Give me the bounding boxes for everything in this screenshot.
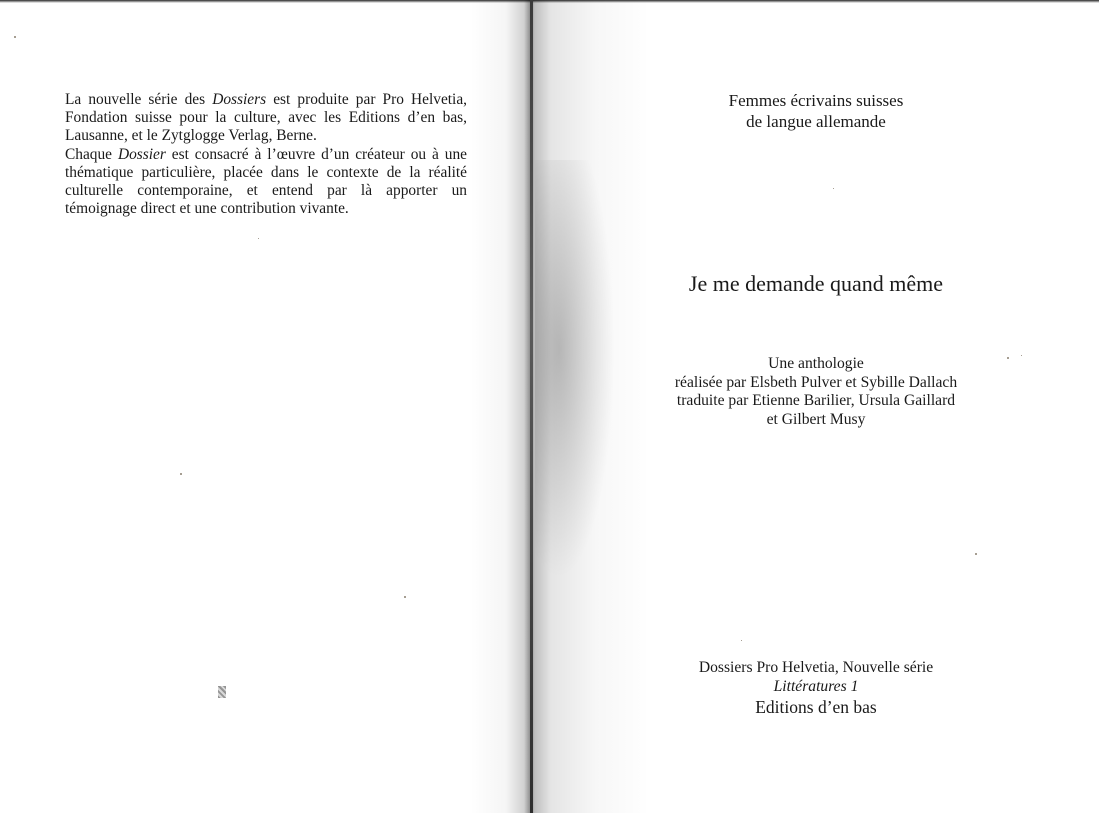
publisher: Editions d’en bas	[755, 697, 877, 718]
paper-speck	[258, 238, 259, 239]
left-page	[0, 0, 530, 813]
right-page	[533, 0, 1099, 813]
series-paragraph-1-end: est produite par Pro Helvetia, Fondation suisse pour la culture, avec les Editions d’en bas, Lausanne, et le Zytglogge Verlag, Berne.	[65, 91, 468, 145]
credit-line-2: réalisée par Elsbeth Pulver et Sybille Dallach	[674, 373, 958, 391]
credit-line-1: Une anthologie	[768, 355, 864, 372]
series-description	[65, 91, 467, 218]
subject-line-2: de langue allemande	[746, 112, 886, 131]
credits	[533, 355, 1099, 429]
subject-line-1: Femmes écrivains suisses	[728, 91, 904, 110]
credit-line-3: traduite par Etienne Barilier, Ursula Gaillard	[676, 392, 956, 410]
ink-mark	[218, 686, 226, 698]
series-paragraph-1	[65, 91, 467, 146]
series-paragraph-1-start: La nouvelle série des	[65, 91, 213, 108]
series-paragraph-2	[65, 146, 467, 219]
paper-speck	[1007, 357, 1009, 359]
credit-line-4: et Gilbert Musy	[766, 410, 866, 428]
paper-speck	[741, 640, 742, 641]
series-line: Dossiers Pro Helvetia, Nouvelle série	[698, 659, 934, 676]
book-title: Je me demande quand même	[688, 271, 944, 296]
paper-speck	[180, 473, 182, 475]
paper-speck	[404, 596, 406, 598]
series-paragraph-2-italic: Dossier	[117, 145, 166, 163]
series-subline: Littératures 1	[773, 677, 859, 695]
series-paragraph-1-italic: Dossiers	[212, 91, 267, 108]
collection-info	[533, 659, 1099, 718]
series-paragraph-2-start: Chaque	[65, 145, 118, 163]
subject-heading	[533, 90, 1099, 132]
paper-speck	[975, 553, 977, 555]
paper-speck	[833, 188, 834, 189]
paper-speck	[14, 36, 16, 38]
paper-speck	[1021, 355, 1022, 356]
series-paragraph-2-end: est consacré à l’œuvre d’un créateur ou à une thématique particulière, placée dans le contexte de la réalité culturelle contemporaine, et entend par là apporter un témoignage direct et une contribution vivante.	[65, 145, 467, 218]
